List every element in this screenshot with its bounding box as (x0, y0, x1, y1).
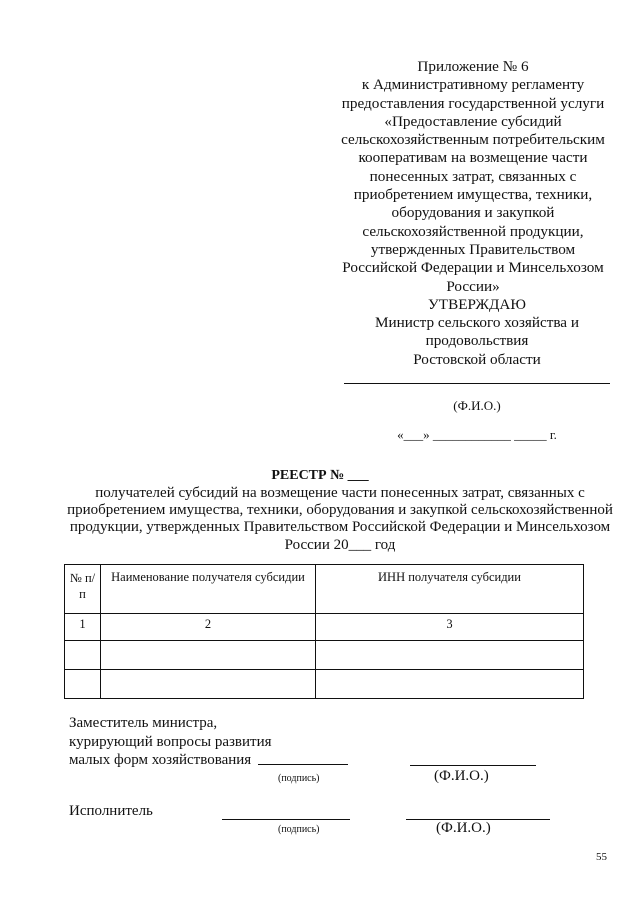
appendix-block (330, 58, 616, 296)
header-inn: ИНН получателя субсидии (316, 565, 584, 614)
empty-cell[interactable] (101, 670, 316, 699)
register-description: получателей субсидий на возмещение части понесенных затрат, связанных с приобретением имущества, техники, оборудования и закупкой сельскохозяйственной продукции, утвержденных Правительством Российской Федерации и Минсельхозом России 20___ год (67, 485, 613, 553)
appendix-line: предоставления государственной услуги (341, 94, 605, 112)
table-header-row (65, 565, 584, 614)
deputy-podpis-label: (подпись) (278, 773, 320, 784)
cell-number: 3 (316, 614, 584, 641)
approval-date: «___» ____________ _____ г. (397, 427, 557, 442)
table-row (65, 614, 584, 641)
approval-line: Ростовской области (413, 350, 541, 368)
appendix-line: понесенных затрат, связанных с (369, 167, 577, 185)
approval-heading: УТВЕРЖДАЮ (428, 296, 526, 313)
header-recipient-name: Наименование получателя субсидии (101, 565, 316, 614)
executor-fio-line (406, 803, 550, 820)
deputy-fio-line (410, 749, 536, 766)
appendix-line: утвержденных Правительством (370, 240, 576, 258)
empty-cell[interactable] (65, 670, 101, 699)
approval-signature-line (344, 383, 610, 384)
table-row (65, 641, 584, 670)
deputy-line: Заместитель министра, (69, 715, 218, 731)
cell-number: 1 (65, 614, 101, 641)
appendix-line: России» (446, 277, 500, 295)
appendix-line: оборудования и закупкой (391, 204, 555, 222)
appendix-line: «Предоставление субсидий (384, 112, 562, 130)
empty-cell[interactable] (101, 641, 316, 670)
approval-fio: (Ф.И.О.) (453, 398, 501, 413)
deputy-signature-block (69, 714, 272, 770)
executor-signature-line (222, 803, 350, 820)
cell-number: 2 (101, 614, 316, 641)
appendix-line: Российской Федерации и Минсельхозом (342, 259, 604, 277)
appendix-line: сельскохозяйственным потребительским (341, 131, 605, 149)
deputy-line: малых форм хозяйствования (69, 752, 252, 768)
header-number: № п/п (65, 565, 101, 614)
appendix-line: приобретением имущества, техники, (353, 186, 593, 204)
empty-cell[interactable] (316, 670, 584, 699)
deputy-fio-label: (Ф.И.О.) (434, 768, 489, 784)
empty-cell[interactable] (316, 641, 584, 670)
executor-podpis-label: (подпись) (278, 824, 320, 835)
table-row (65, 670, 584, 699)
deputy-line: курирующий вопросы развития (69, 733, 272, 750)
approval-line: продовольствия (425, 332, 529, 350)
register-title: РЕЕСТР № ___ (271, 468, 369, 483)
executor-label: Исполнитель (69, 803, 153, 819)
approval-line: Министр сельского хозяйства и (375, 314, 579, 332)
register-table (64, 564, 584, 699)
deputy-signature-line (258, 750, 348, 765)
appendix-line: Приложение № 6 (417, 58, 529, 75)
approval-block (344, 296, 610, 369)
page-number: 55 (596, 851, 607, 863)
appendix-line: кооперативам на возмещение части (358, 149, 588, 167)
appendix-line: к Административному регламенту (361, 76, 585, 94)
executor-fio-label: (Ф.И.О.) (436, 820, 491, 836)
empty-cell[interactable] (65, 641, 101, 670)
appendix-line: сельскохозяйственной продукции, (362, 222, 584, 240)
